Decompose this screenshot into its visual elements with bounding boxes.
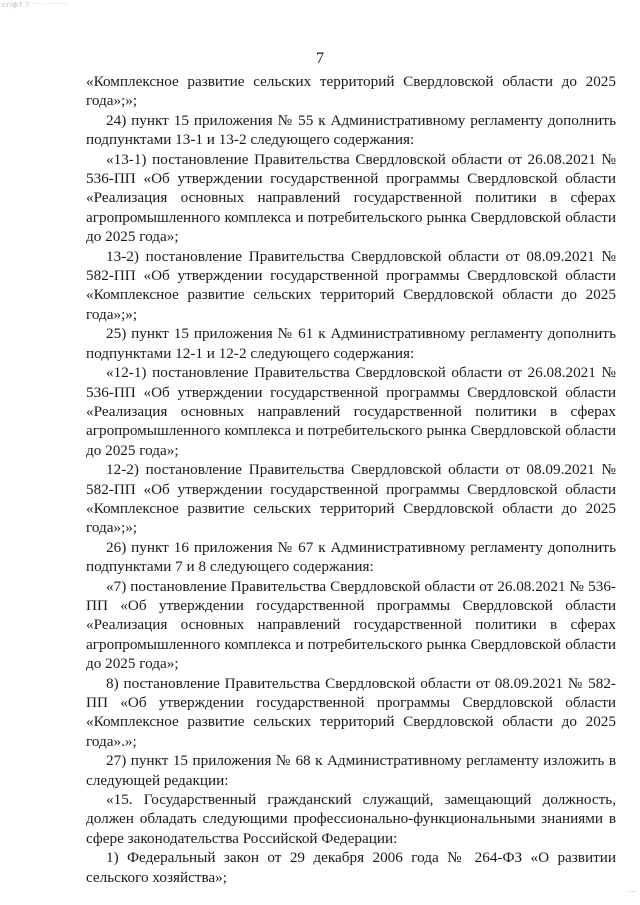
paragraph: 27) пункт 15 приложения № 68 к Административному регламенту изложить в следующей редакции:: [86, 752, 616, 789]
paragraph: 26) пункт 16 приложения № 67 к Административному регламенту дополнить подпунктами 7 и 8 следующего содержания:: [86, 538, 616, 576]
header-mark: ст/ф7 7 ⁻⁻⁻ ⁻⁻⁻⁻⁻: [2, 2, 69, 9]
paragraph: «Комплексное развитие сельских территорий Свердловской области до 2025 года»;»;: [86, 73, 616, 110]
page-number: 7: [316, 50, 324, 67]
paragraph: «15. Государственный гражданский служащий, замещающий должность, должен обладать следующими профессионально-функциональными знаниями в сфере законодательства Российской Федерации:: [86, 791, 616, 847]
paragraph: 25) пункт 15 приложения № 61 к Административному регламенту дополнить подпунктами 12-1 и 12-2 следующего содержания:: [86, 325, 616, 362]
document-body: [86, 72, 616, 887]
paragraph: 13-2) постановление Правительства Свердловской области от 08.09.2021 № 582-ПП «Об утверждении государственной программы Свердловской области «Комплексное развитие сельских территорий Свердловской области до 2025 года»;»;: [86, 247, 616, 323]
corner-mark: —: [629, 888, 636, 895]
paragraph: 8) постановление Правительства Свердловской области от 08.09.2021 № 582-ПП «Об утверждении государственной программы Свердловской области «Комплексное развитие сельских территорий Свердловской области до 2025 года».»;: [86, 674, 616, 750]
paragraph: «7) постановление Правительства Свердловской области от 26.08.2021 № 536-ПП «Об утверждении государственной программы Свердловской области «Реализация основных направлений государственной политики в сферах агропромышленного комплекса и потребительского рынка Свердловской области до 2025 года»;: [86, 577, 616, 673]
paragraph: «13-1) постановление Правительства Свердловской области от 26.08.2021 № 536-ПП «Об утверждении государственной программы Свердловской области «Реализация основных направлений государственной политики в сферах агропромышленного комплекса и потребительского рынка Свердловской области до 2025 года»;: [86, 150, 616, 246]
paragraph: «12-1) постановление Правительства Свердловской области от 26.08.2021 № 536-ПП «Об утверждении государственной программы Свердловской области «Реализация основных направлений государственной политики в сферах агропромышленного комплекса и потребительского рынка Свердловской области до 2025 года»;: [86, 364, 616, 459]
paragraph: 24) пункт 15 приложения № 55 к Административному регламенту дополнить подпунктами 13-1 и 13-2 следующего содержания:: [86, 111, 616, 149]
paragraph: 12-2) постановление Правительства Свердловской области от 08.09.2021 № 582-ПП «Об утверждении государственной программы Свердловской области «Комплексное развитие сельских территорий Свердловской области до 2025 года»;»;: [86, 461, 616, 537]
paragraph: 1) Федеральный закон от 29 декабря 2006 года № 264-ФЗ «О развитии сельского хозяйства»;: [86, 849, 616, 886]
